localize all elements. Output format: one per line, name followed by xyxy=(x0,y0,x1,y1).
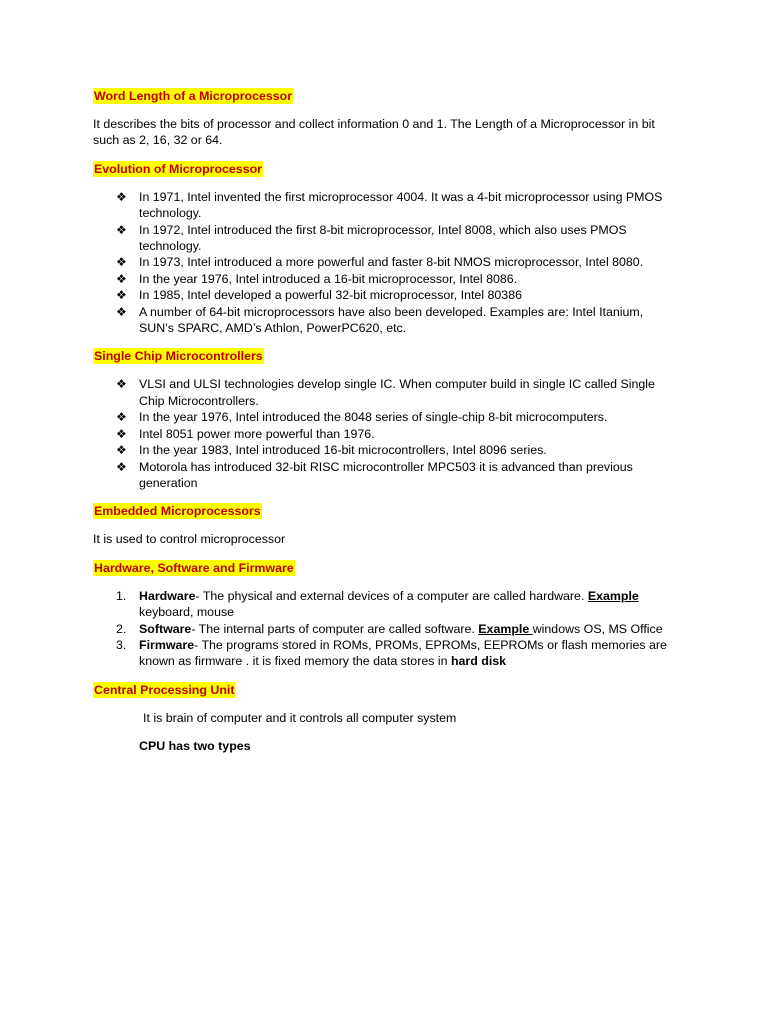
section-evolution xyxy=(93,161,678,177)
list-item xyxy=(116,222,678,255)
diamond-bullet-icon: ❖ xyxy=(116,410,127,425)
diamond-bullet-icon: ❖ xyxy=(116,222,127,237)
list-number: 2. xyxy=(116,621,127,636)
term-hardware: Hardware xyxy=(139,588,196,603)
list-item xyxy=(116,189,678,222)
diamond-bullet-icon: ❖ xyxy=(116,271,127,286)
list-item xyxy=(116,588,678,621)
cpu-subheading: CPU has two types xyxy=(139,739,251,754)
diamond-bullet-icon: ❖ xyxy=(116,255,127,270)
heading-cpu: Central Processing Unit xyxy=(94,682,235,697)
firmware-bold-end: hard disk xyxy=(450,654,507,669)
diamond-bullet-icon: ❖ xyxy=(116,459,127,474)
list-number: 3. xyxy=(116,637,127,652)
section-cpu xyxy=(93,682,678,698)
heading-word-length: Word Length of a Microprocessor xyxy=(94,89,293,103)
list-item-text: Motorola has introduced 32-bit RISC microcontroller MPC503 it is advanced than previous generation xyxy=(139,459,633,490)
heading-embedded: Embedded Microprocessors xyxy=(94,504,261,519)
list-item xyxy=(116,271,678,287)
list-item-text: A number of 64-bit microprocessors have also been developed. Examples are: Intel Itanium, SUN’s SPARC, AMD’s Athlon, PowerPC620, etc. xyxy=(139,304,644,336)
list-item xyxy=(116,287,678,303)
list-item-text: VLSI and ULSI technologies develop single IC. When computer build in single IC called Single Chip Microcontrollers. xyxy=(139,377,655,408)
list-item xyxy=(116,459,678,492)
example-label: Example xyxy=(478,621,533,636)
list-item xyxy=(116,426,678,442)
diamond-bullet-icon: ❖ xyxy=(116,288,127,303)
list-item-text: In 1973, Intel introduced a more powerful and faster 8-bit NMOS microprocessor, Intel 8080. xyxy=(139,255,644,270)
diamond-bullet-icon: ❖ xyxy=(116,426,127,441)
software-definition: - The internal parts of computer are called software. xyxy=(191,621,479,636)
hsf-list xyxy=(93,588,678,670)
list-item xyxy=(116,376,678,409)
list-item-text: In the year 1983, Intel introduced 16-bit microcontrollers, Intel 8096 series. xyxy=(139,443,547,458)
list-item-text: In the year 1976, Intel introduced the 8048 series of single-chip 8-bit microcomputers. xyxy=(139,410,608,425)
section-word-length xyxy=(93,88,678,104)
list-item xyxy=(116,254,678,270)
diamond-bullet-icon: ❖ xyxy=(116,189,127,204)
diamond-bullet-icon: ❖ xyxy=(116,304,127,319)
single-chip-list xyxy=(93,376,678,491)
section-single-chip xyxy=(93,348,678,364)
term-software: Software xyxy=(139,621,192,636)
section-hsf xyxy=(93,560,678,576)
cpu-text: It is brain of computer and it controls all computer system xyxy=(143,710,457,725)
document-page xyxy=(93,88,678,767)
heading-single-chip: Single Chip Microcontrollers xyxy=(94,349,263,364)
list-item-text: Intel 8051 power more powerful than 1976. xyxy=(139,426,375,441)
list-item xyxy=(116,409,678,425)
diamond-bullet-icon: ❖ xyxy=(116,377,127,392)
list-item-text: In 1985, Intel developed a powerful 32-bit microprocessor, Intel 80386 xyxy=(139,288,522,303)
embedded-text: It is used to control microprocessor xyxy=(93,532,286,547)
hardware-definition: - The physical and external devices of a computer are called hardware. xyxy=(195,588,588,603)
heading-hsf: Hardware, Software and Firmware xyxy=(94,560,294,575)
list-item-text: In the year 1976, Intel introduced a 16-bit microprocessor, Intel 8086. xyxy=(139,271,518,286)
term-firmware: Firmware xyxy=(139,637,195,652)
list-item xyxy=(116,442,678,458)
firmware-definition: - The programs stored in ROMs, PROMs, EPROMs, EEPROMs or flash memories are known as firmware . it is fixed memory the data stores in xyxy=(139,637,667,669)
list-item-text: In 1971, Intel invented the first microprocessor 4004. It was a 4-bit microprocessor using PMOS technology. xyxy=(139,189,663,221)
list-number: 1. xyxy=(116,588,127,603)
diamond-bullet-icon: ❖ xyxy=(116,443,127,458)
word-length-text: It describes the bits of processor and collect information 0 and 1. The Length of a Microprocessor in bit such as 2, 16, 32 or 64. xyxy=(93,117,655,148)
example-label: Example xyxy=(587,588,639,603)
list-item xyxy=(116,621,678,637)
section-embedded xyxy=(93,503,678,519)
list-item-text: In 1972, Intel introduced the first 8-bit microprocessor, Intel 8008, which also uses PMOS technology. xyxy=(139,222,627,254)
hardware-example: keyboard, mouse xyxy=(139,605,235,620)
list-item xyxy=(116,304,678,337)
list-item xyxy=(116,637,678,670)
software-example: windows OS, MS Office xyxy=(532,621,663,636)
heading-evolution: Evolution of Microprocessor xyxy=(94,161,262,176)
evolution-list xyxy=(93,189,678,337)
